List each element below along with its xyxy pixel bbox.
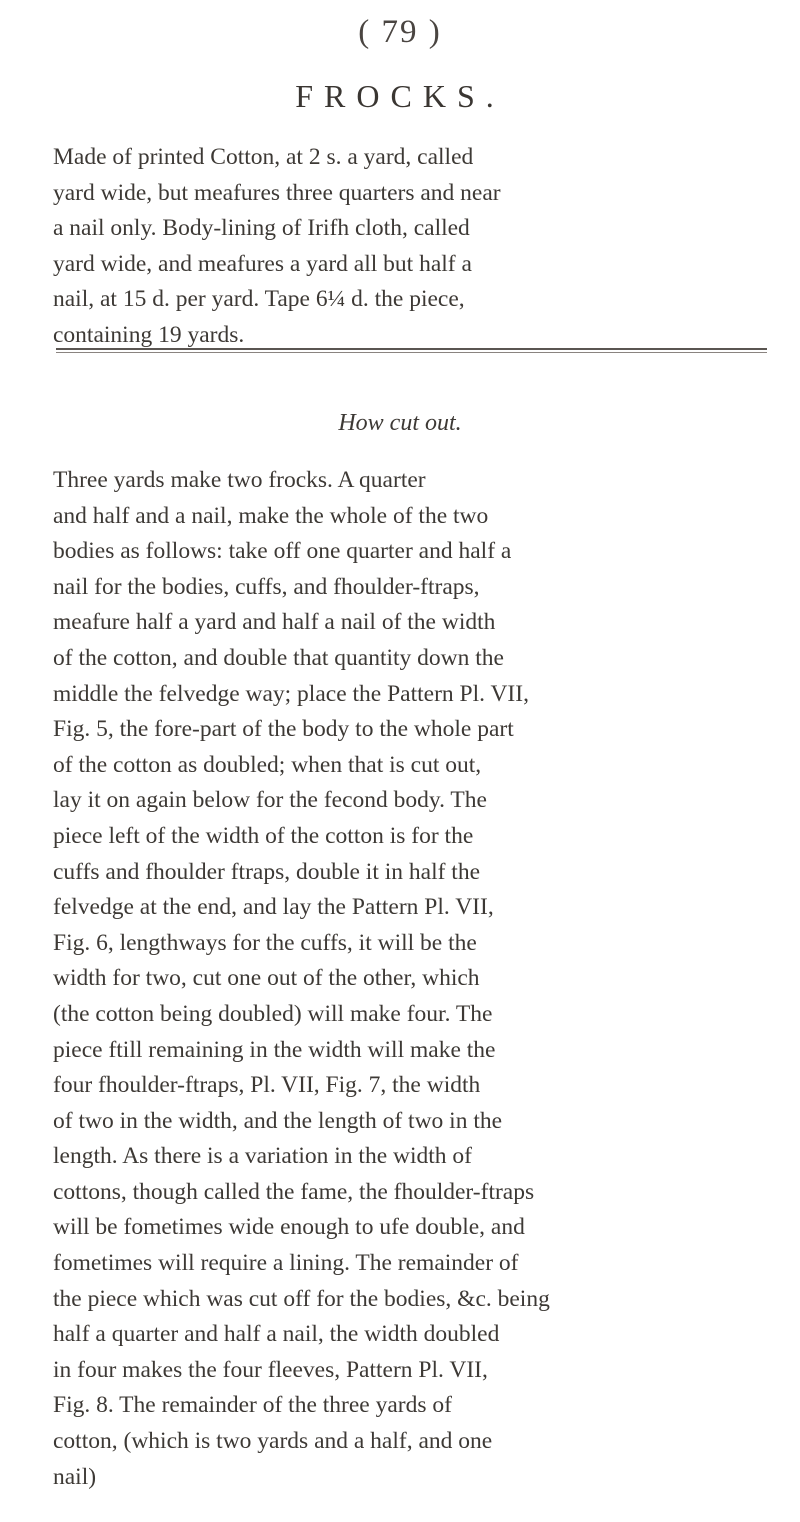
intro-paragraph: Made of printed Cotton, at 2 s. a yard, called yard wide, but meafures three quarters and near a nail only. Body-lining of Irifh cloth, called yard wide, and meafures a yard all but half a nail, at 15 d. per yard. Tape 6¼ d. the piece, containing 19 yards. [53,144,501,348]
page-title: FROCKS. [295,78,505,114]
section-divider [56,348,767,353]
section-heading: How cut out. [338,410,462,436]
page-number: ( 79 ) [358,14,442,50]
section-body: Three yards make two frocks. A quarter and half and a nail, make the whole of the two bodies as follows: take off one quarter and half a nail for the bodies, cuffs, and fhoulder-ftraps, meafure half a yard and half a nail of the width of the cotton, and double that quantity down the middle the felvedge way; place the Pattern Pl. VII, Fig. 5, the fore-part of the body to the whole part of the cotton as doubled; when that is cut out, lay it on again below for the fecond body. The piece left of the width of the cotton is for the cuffs and fhoulder ftraps, double it in half the felvedge at the end, and lay the Pattern Pl. VII, Fig. 6, lengthways for the cuffs, it will be the width for two, cut one out of the other, which (the cotton being doubled) will make four. The piece ftill remaining in the width will make the four fhoulder-ftraps, Pl. VII, Fig. 7, the width of two in the width, and the length of two in the length. As there is a variation in the width of cottons, though called the fame, the fhoulder-ftraps will be fometimes wide enough to ufe double, and fometimes will require a lining. The remainder of the piece which was cut off for the bodies, &c. being half a quarter and half a nail, the width doubled in four makes the four fleeves, Pattern Pl. VII, Fig. 8. The remainder of the three yards of cotton, (which is two yards and a half, and one nail) [53,467,550,1490]
